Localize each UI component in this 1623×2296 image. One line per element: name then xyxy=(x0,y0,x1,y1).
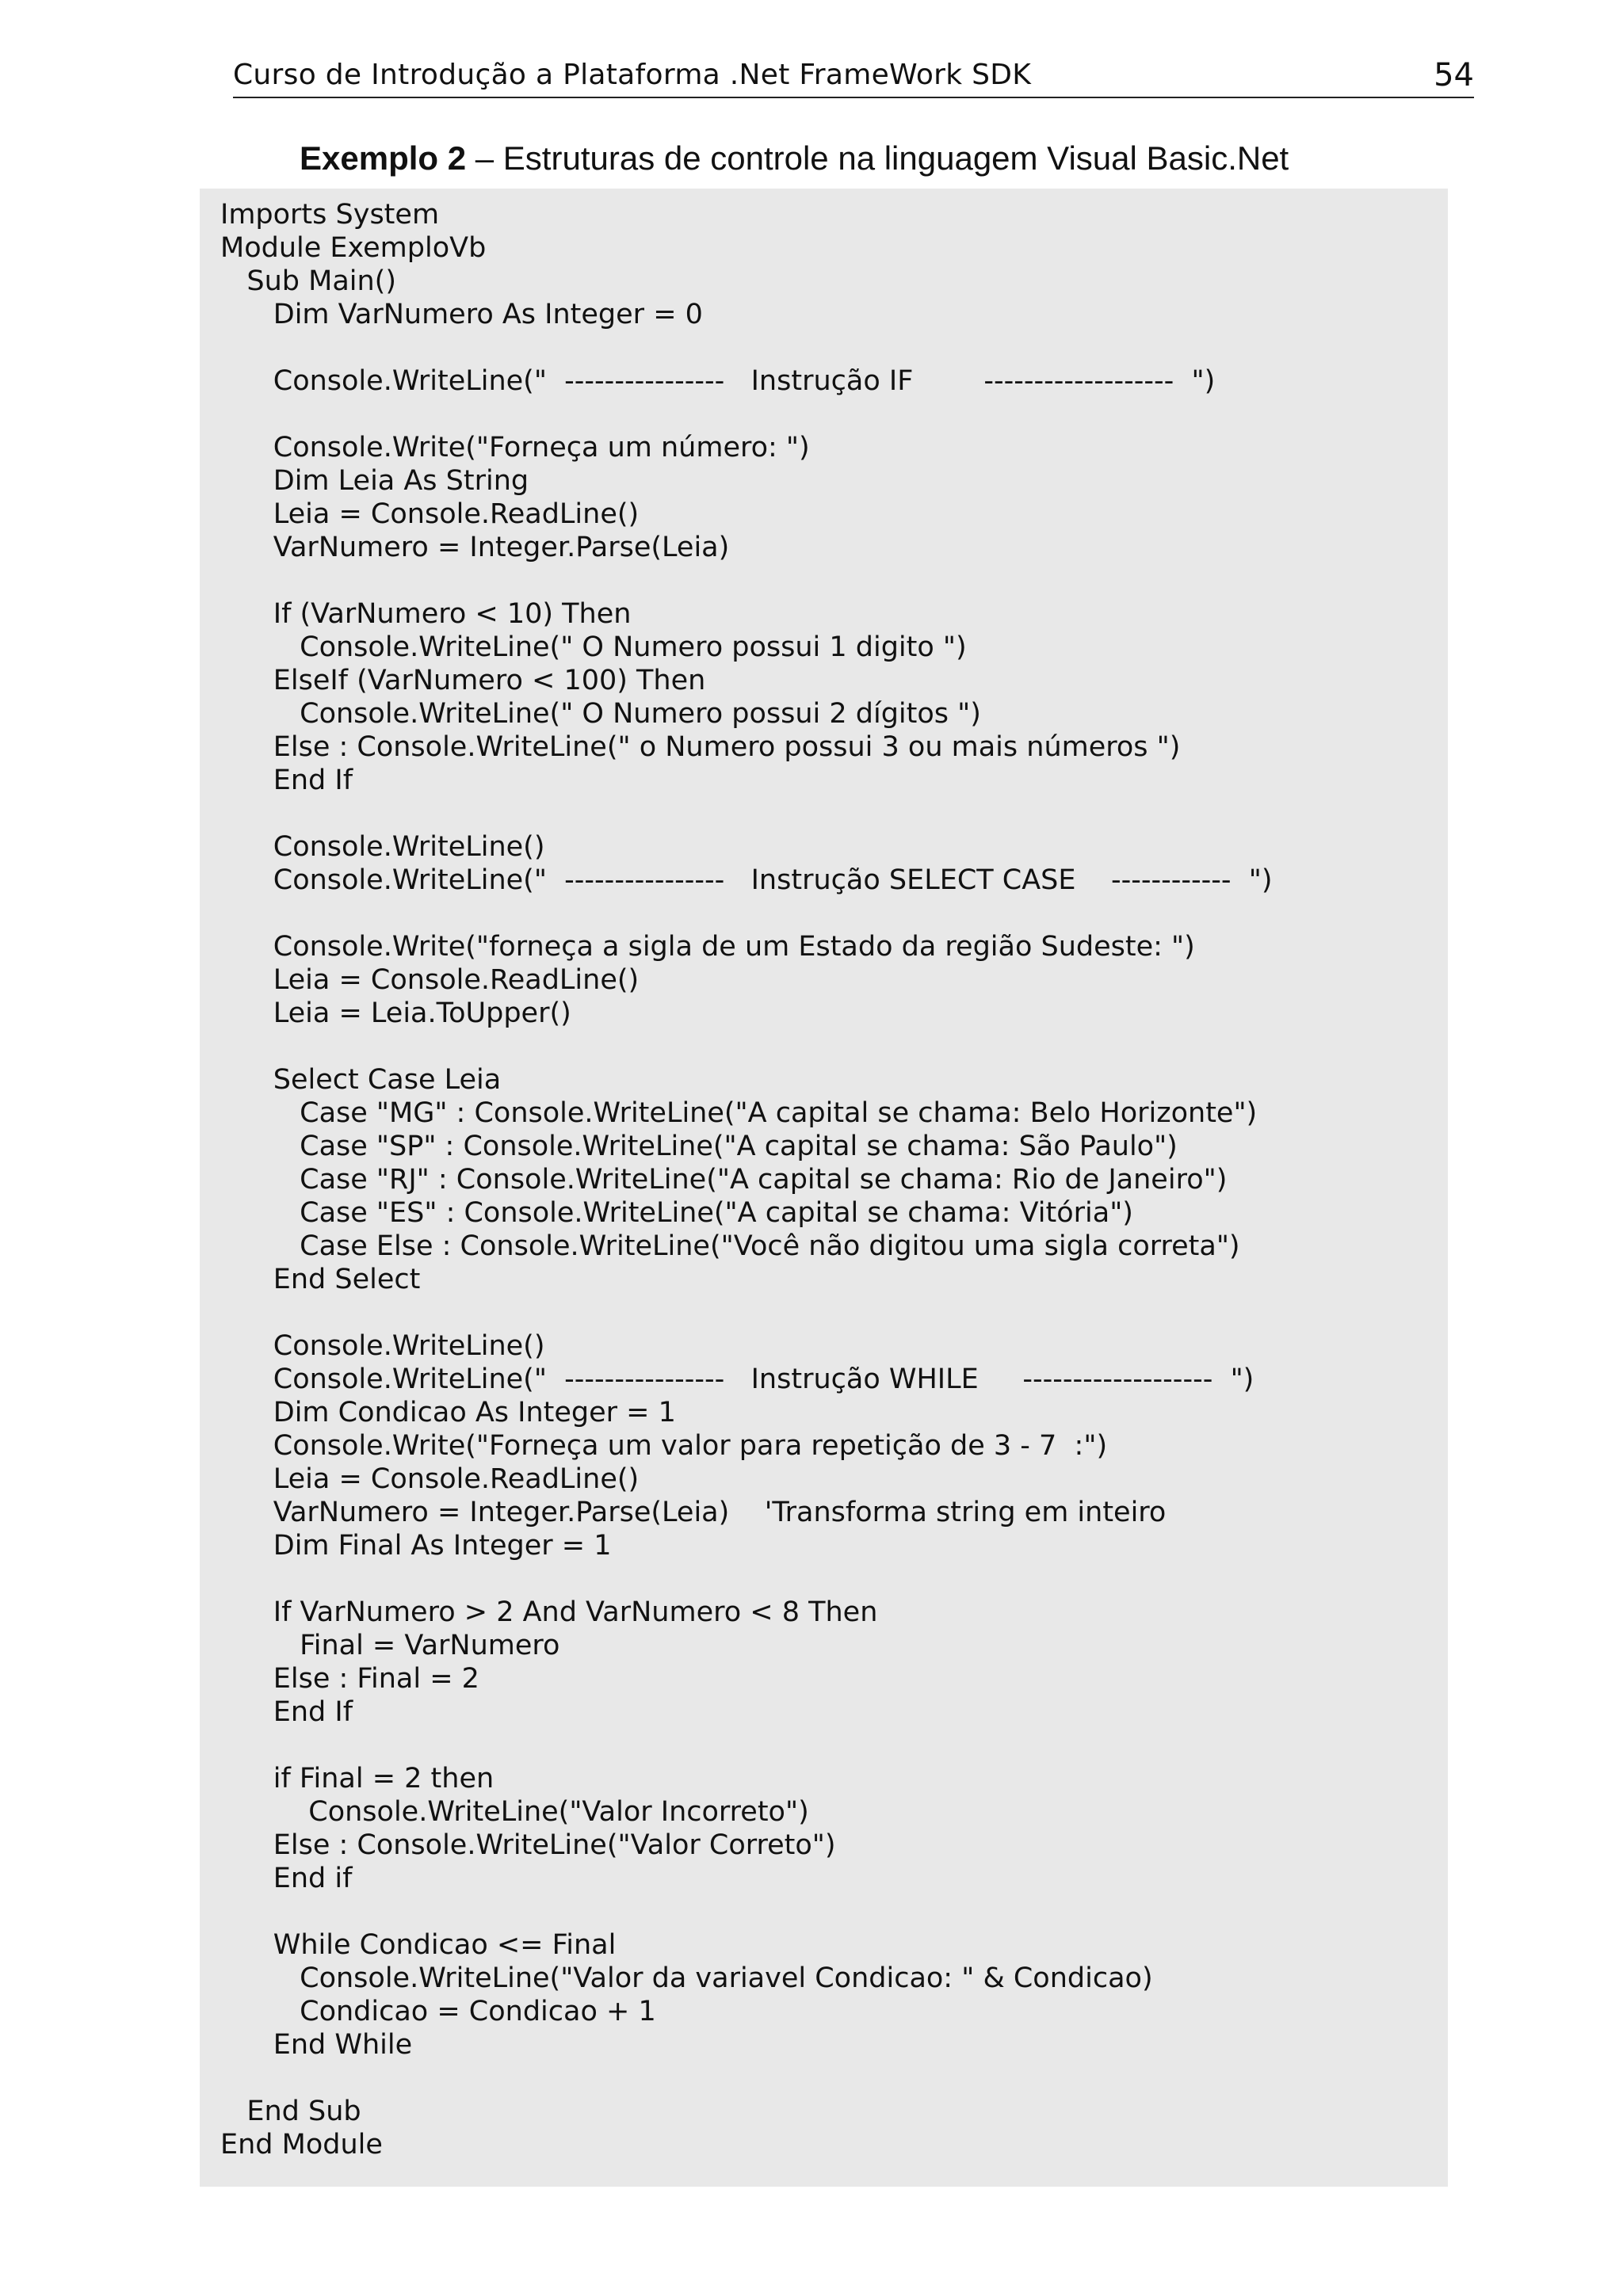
code-line: if Final = 2 then xyxy=(220,1763,495,1794)
code-line: Console.WriteLine(" ---------------- Instrução WHILE ------------------- ") xyxy=(220,1363,1254,1395)
code-line: Condicao = Condicao + 1 xyxy=(220,1996,656,2027)
code-line xyxy=(220,564,1441,597)
example-caption xyxy=(300,139,1289,177)
code-line: End Select xyxy=(220,1264,421,1295)
code-line: Dim Condicao As Integer = 1 xyxy=(220,1397,676,1428)
code-line xyxy=(220,398,1441,431)
code-line xyxy=(220,2061,1441,2095)
code-line: Console.WriteLine(" O Numero possui 2 dígitos ") xyxy=(220,698,981,730)
code-line: Console.WriteLine("Valor Incorreto") xyxy=(220,1796,809,1828)
code-line: VarNumero = Integer.Parse(Leia) xyxy=(220,532,730,563)
code-line: End While xyxy=(220,2029,413,2061)
code-line: Select Case Leia xyxy=(220,1064,502,1096)
code-line: If (VarNumero < 10) Then xyxy=(220,598,632,630)
code-line: Imports System xyxy=(220,199,440,231)
page-number: 54 xyxy=(1434,57,1474,93)
example-label: Exemplo 2 xyxy=(300,139,467,177)
code-line xyxy=(220,1296,1441,1329)
code-line: End If xyxy=(220,765,353,796)
page-header xyxy=(233,55,1474,98)
code-line: End if xyxy=(220,1863,353,1894)
code-line: Dim Final As Integer = 1 xyxy=(220,1530,612,1562)
code-line: Console.WriteLine("Valor da variavel Condicao: " & Condicao) xyxy=(220,1962,1153,1994)
course-title: Curso de Introdução a Plataforma .Net FrameWork SDK xyxy=(233,59,1032,91)
code-line: Console.WriteLine(" ---------------- Instrução SELECT CASE ------------ ") xyxy=(220,864,1273,896)
code-line xyxy=(220,897,1441,930)
code-line: Dim Leia As String xyxy=(220,465,529,497)
code-line: If VarNumero > 2 And VarNumero < 8 Then xyxy=(220,1596,878,1628)
example-description: – Estruturas de controle na linguagem Visual Basic.Net xyxy=(466,139,1289,177)
code-line: Else : Console.WriteLine(" o Numero possui 3 ou mais números ") xyxy=(220,731,1181,763)
code-line: Else : Final = 2 xyxy=(220,1663,479,1695)
code-line: ElseIf (VarNumero < 100) Then xyxy=(220,665,706,696)
code-line xyxy=(220,1729,1441,1762)
code-line: Sub Main() xyxy=(220,265,396,297)
code-line: Module ExemploVb xyxy=(220,232,487,264)
code-lines xyxy=(220,198,1441,2161)
code-line xyxy=(220,1030,1441,1063)
code-line: Case "MG" : Console.WriteLine("A capital se chama: Belo Horizonte") xyxy=(220,1097,1258,1129)
code-line: Leia = Leia.ToUpper() xyxy=(220,997,571,1029)
code-line: Leia = Console.ReadLine() xyxy=(220,964,640,996)
code-line: Console.Write("forneça a sigla de um Estado da região Sudeste: ") xyxy=(220,931,1195,963)
code-line: Console.WriteLine() xyxy=(220,1330,545,1362)
code-line: Final = VarNumero xyxy=(220,1630,560,1661)
code-line xyxy=(220,331,1441,364)
code-line: Else : Console.WriteLine("Valor Correto") xyxy=(220,1829,836,1861)
code-line: Console.WriteLine(" O Numero possui 1 digito ") xyxy=(220,631,967,663)
code-line: End Module xyxy=(220,2129,383,2161)
code-listing xyxy=(200,189,1448,2187)
code-line: End Sub xyxy=(220,2096,361,2127)
code-line: Case Else : Console.WriteLine("Você não digitou uma sigla correta") xyxy=(220,1230,1240,1262)
code-line: Console.WriteLine() xyxy=(220,831,545,863)
code-line: Case "RJ" : Console.WriteLine("A capital se chama: Rio de Janeiro") xyxy=(220,1164,1228,1196)
code-line: Console.WriteLine(" ---------------- Instrução IF ------------------- ") xyxy=(220,365,1216,397)
code-line: Console.Write("Forneça um valor para repetição de 3 - 7 :") xyxy=(220,1430,1108,1462)
code-line: Leia = Console.ReadLine() xyxy=(220,1463,640,1495)
code-line xyxy=(220,1562,1441,1596)
code-line xyxy=(220,797,1441,830)
code-line: Leia = Console.ReadLine() xyxy=(220,498,640,530)
code-line: Case "SP" : Console.WriteLine("A capital se chama: São Paulo") xyxy=(220,1131,1178,1162)
code-line xyxy=(220,1895,1441,1928)
code-line: While Condicao <= Final xyxy=(220,1929,617,1961)
code-line: Console.Write("Forneça um número: ") xyxy=(220,432,810,463)
code-line: VarNumero = Integer.Parse(Leia) 'Transforma string em inteiro xyxy=(220,1497,1167,1528)
code-line: Case "ES" : Console.WriteLine("A capital se chama: Vitória") xyxy=(220,1197,1133,1229)
code-line: End If xyxy=(220,1696,353,1728)
code-line: Dim VarNumero As Integer = 0 xyxy=(220,299,703,330)
